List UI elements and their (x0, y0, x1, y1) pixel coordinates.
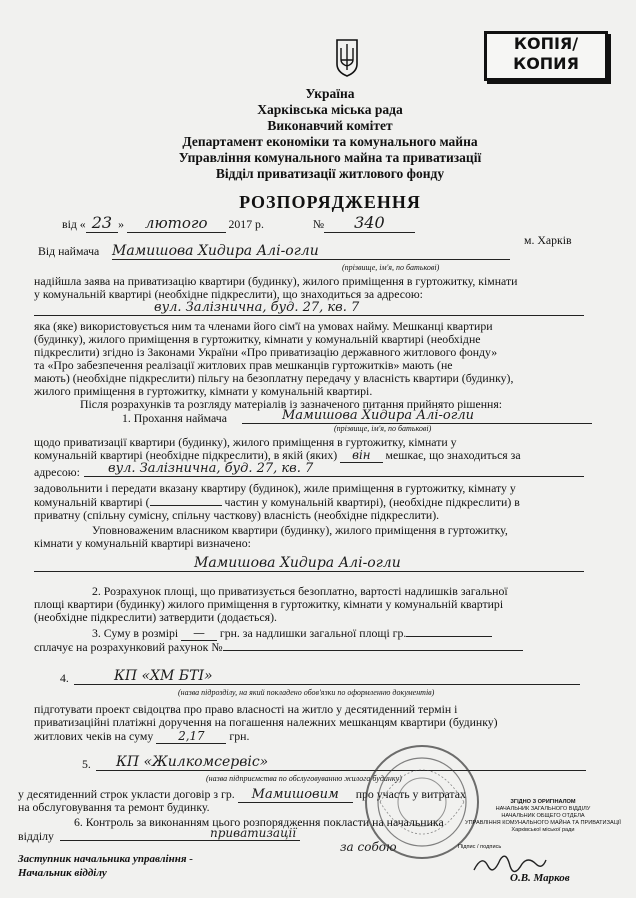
handwritten-pronoun: він (340, 448, 382, 463)
date-prefix: від « (62, 217, 86, 231)
decision-5-label: 5. (82, 757, 91, 771)
date-day: 23 (86, 213, 118, 233)
paragraph-line: та «Про забезпечення реалізації житлових прав мешканців гуртожитків» мають (не (34, 358, 453, 372)
stamp-line: НАЧАЛЬНИК ЗАГАЛЬНОГО ВІДДІЛУ (495, 806, 591, 812)
stamp-line: НАЧАЛЬНИК ОБЩЕГО ОТДЕЛА (501, 813, 585, 819)
text-span: грн. (229, 729, 250, 743)
paragraph-line: задовольнити і передати вказану квартиру (будинок), жиле приміщення в гуртожитку, кімнату у (34, 481, 516, 495)
decision-6-label: відділу (18, 829, 54, 843)
decision-1-label: 1. Прохання наймача (122, 411, 227, 425)
decision-4-caption: (назва підрозділу, на який покладено обов'язки по оформленню документів) (178, 688, 435, 697)
date-line (62, 213, 415, 232)
paragraph-line: мають) (необхідне підкреслити) пільгу на безоплатну передачу у власність квартири (будинку), (34, 371, 514, 385)
paragraph-line: на обслуговування та ремонт будинку. (18, 800, 210, 814)
text-span: комунальній квартирі (необхідне підкреслити), в якій (яких) (34, 448, 338, 462)
trident-emblem-icon (334, 38, 360, 78)
text-span: комунальній квартирі ( (34, 495, 150, 509)
header-council: Харківська міська рада (257, 102, 403, 117)
stamp-line: УПРАВЛІННЯ КОМУНАЛЬНОГО МАЙНА ТА ПРИВАТИЗАЦІЇ (465, 820, 621, 826)
paragraph-line: підготувати проект свідоцтва про право власності на житло у десятиденний термін і (34, 702, 458, 716)
paragraph-line: (будинку), жилого приміщення в гуртожитку, кімнати у комунальній квартирі (необхідне (34, 332, 481, 346)
paragraph-line: жилого приміщення в гуртожитку, кімнати у комунальній квартирі. (34, 384, 373, 398)
paragraph-line: у комунальній квартирі (необхідне підкреслити), що знаходиться за адресою: (34, 287, 423, 301)
stamp-line: Підпис / подпись (458, 844, 502, 850)
paragraph-line: кімнати у комунальній квартирі визначено: (34, 536, 251, 550)
paragraph-line: приватизаційні платіжні доручення на погашення належних мешканцям квартири (будинку) (34, 715, 498, 729)
paragraph-line: (необхідне підкреслити) затвердити (додається). (34, 610, 277, 624)
authorized-owner: Мамишова Хидира Алі-огли (34, 555, 584, 572)
paragraph-line (34, 641, 523, 654)
sum-amount: — (181, 626, 217, 641)
paragraph-line: площі квартири (будинку) жилого приміщення в гуртожитку, кімнати у комунальній квартирі (34, 597, 504, 611)
paragraph-line: приватну (спільну сумісну, спільну часткову) власність (необхідне підкреслити). (34, 508, 440, 522)
header-department: Департамент економіки та комунального майна (182, 134, 478, 149)
certification-stamp (458, 799, 628, 851)
decision-4-label: 4. (60, 671, 69, 685)
header-country: Україна (305, 86, 355, 101)
paragraph-line: яка (яке) використовується ним та членами його сім'ї на умовах найму. Мешканці квартири (34, 319, 493, 333)
signature-name: О.В. Марков (510, 872, 570, 884)
paragraph-line: надійшла заява на приватизацію квартири (будинку), жилого приміщення в гуртожитку, кімнати (34, 274, 518, 288)
cheque-sum: 2,17 (156, 729, 226, 744)
text-span: сплачує на розрахунковий рахунок № (34, 640, 223, 654)
text-span: про участь у витратах (355, 787, 466, 801)
paragraph-line: 2. Розрахунок площі, що приватизується безоплатно, вартості надлишків загальної (92, 584, 508, 598)
copy-stamp (484, 31, 608, 81)
paragraph-line: 6. Контроль за виконанням цього розпорядження покласти на начальника (74, 815, 444, 829)
copy-stamp-line1: КОПІЯ/ (513, 34, 579, 53)
decision-6-person: за собою (340, 840, 397, 854)
order-number: 340 (324, 213, 415, 233)
tenant-name: Мамишова Хидира Алі-огли (112, 243, 510, 260)
paragraph-line: щодо приватизації квартири (будинку), жилого приміщення в гуртожитку, кімнати у (34, 435, 457, 449)
stamp-line: Харківської міської ради (511, 827, 575, 833)
decision-1-address-label: адресою: (34, 465, 80, 479)
date-mid: » (118, 217, 124, 231)
decision-1-address: вул. Залізнична, буд. 27, кв. 7 (84, 461, 584, 477)
tenant-caption: (прізвище, ім'я, по батькові) (342, 263, 440, 272)
address-handwritten: вул. Залізнична, буд. 27, кв. 7 (34, 300, 584, 316)
paragraph-line: Уповноваженим власником квартири (будинку), жилого приміщення в гуртожитку, (92, 523, 508, 537)
header-committee: Виконавчий комітет (267, 118, 393, 133)
header-management: Управління комунального майна та приватизації (178, 150, 482, 165)
number-prefix: № (312, 217, 325, 231)
text-span: 3. Суму в розмірі (92, 626, 179, 640)
text-span: житлових чеків на суму (34, 729, 154, 743)
tenant-label: Від наймача (38, 244, 100, 258)
date-year: 2017 (228, 217, 253, 231)
paragraph-line (92, 627, 492, 640)
decision-6-unit: приватизації (60, 826, 300, 841)
paragraph-line: підкреслити) згідно із Законами України «Про приватизацію державного житлового фонду» (34, 345, 498, 359)
paragraph-line: Після розрахунків та розгляду матеріалів із зазначеного питання прийнято рішення: (80, 397, 503, 411)
decision-5-company: КП «Жилкомсервіс» (96, 754, 586, 771)
text-span: у десятиденний строк укласти договір з гр. (18, 787, 235, 801)
decision-5-caption: (назва підприємства по обслуговуванню жилого будинку) (206, 774, 402, 783)
document-title: РОЗПОРЯДЖЕННЯ (239, 192, 421, 212)
text-span: грн. за надлишки загальної площі гр. (219, 626, 407, 640)
city: м. Харків (524, 233, 572, 247)
date-year-suffix: р. (255, 217, 264, 231)
text-span: частин у комунальній квартирі), (необхідне підкреслити) в (224, 495, 520, 509)
stamp-line: ЗГІДНО З ОРИГІНАЛОМ (510, 799, 576, 805)
date-month: лютого (127, 214, 226, 233)
handwritten-signature-icon (470, 852, 550, 878)
paragraph-line (34, 730, 249, 743)
text-span: мешкає, що знаходиться за (385, 448, 521, 462)
footer-position-1: Заступник начальника управління - (18, 853, 193, 865)
decision-1-caption: (прізвище, ім'я, по батькові) (334, 424, 432, 433)
decision-4-unit: КП «ХМ БТІ» (74, 668, 580, 685)
header-division: Відділ приватизації житлового фонду (215, 166, 445, 181)
copy-stamp-line2: КОПИЯ (513, 54, 579, 73)
footer-position-2: Начальник відділу (18, 867, 107, 879)
contract-person: Мамишовим (238, 787, 353, 803)
decision-1-name: Мамишова Хидира Алі-огли (242, 408, 592, 424)
